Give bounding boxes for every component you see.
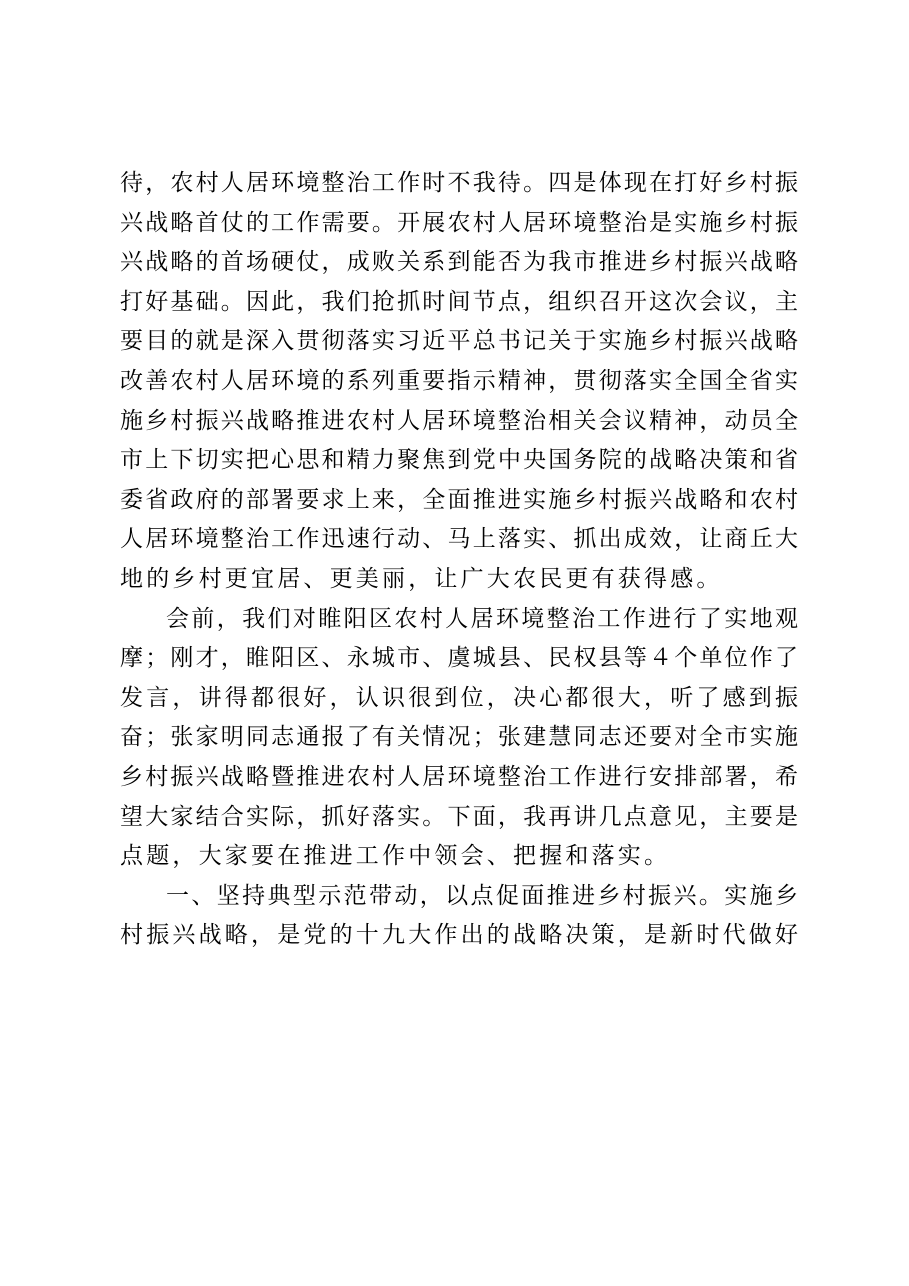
- text-line: 村振兴战略，是党的十九大作出的战略决策，是新时代做好: [120, 922, 798, 949]
- text-line: 市上下切实把心思和精力聚焦到党中央国务院的战略决策和省: [120, 447, 798, 474]
- document-body: [120, 164, 798, 956]
- text-line: 会前，我们对睢阳区农村人居环境整治工作进行了实地观: [166, 605, 798, 632]
- text-line: 兴战略的首场硬仗，成败关系到能否为我市推进乡村振兴战略: [120, 249, 798, 276]
- text-line: 人居环境整治工作迅速行动、马上落实、抓出成效，让商丘大: [120, 526, 798, 553]
- text-line: 乡村振兴战略暨推进农村人居环境整治工作进行安排部署，希: [120, 763, 798, 790]
- paragraph: [120, 877, 798, 956]
- text-line: 兴战略首仗的工作需要。开展农村人居环境整治是实施乡村振: [120, 209, 798, 236]
- text-line: 奋；张家明同志通报了有关情况；张建慧同志还要对全市实施: [120, 724, 798, 751]
- text-line: 摩；刚才，睢阳区、永城市、虞城县、民权县等４个单位作了: [120, 645, 798, 672]
- text-line: 打好基础。因此，我们抢抓时间节点，组织召开这次会议，主: [120, 288, 798, 315]
- paragraph: [120, 164, 798, 600]
- text-line: 委省政府的部署要求上来，全面推进实施乡村振兴战略和农村: [120, 486, 798, 513]
- text-line: 点题，大家要在推进工作中领会、把握和落实。: [120, 843, 671, 870]
- text-line: 要目的就是深入贯彻落实习近平总书记关于实施乡村振兴战略: [120, 328, 798, 355]
- text-line: 地的乡村更宜居、更美丽，让广大农民更有获得感。: [120, 565, 723, 592]
- paragraph: [120, 600, 798, 877]
- text-line: 改善农村人居环境的系列重要指示精神，贯彻落实全国全省实: [120, 367, 798, 394]
- text-line: 望大家结合实际，抓好落实。下面，我再讲几点意见，主要是: [120, 803, 798, 830]
- text-line: 待，农村人居环境整治工作时不我待。四是体现在打好乡村振: [120, 170, 798, 196]
- text-line: 一、坚持典型示范带动，以点促面推进乡村振兴。实施乡: [166, 882, 798, 909]
- text-line: 施乡村振兴战略推进农村人居环境整治相关会议精神，动员全: [120, 407, 798, 434]
- text-line: 发言，讲得都很好，认识很到位，决心都很大，听了感到振: [120, 684, 798, 711]
